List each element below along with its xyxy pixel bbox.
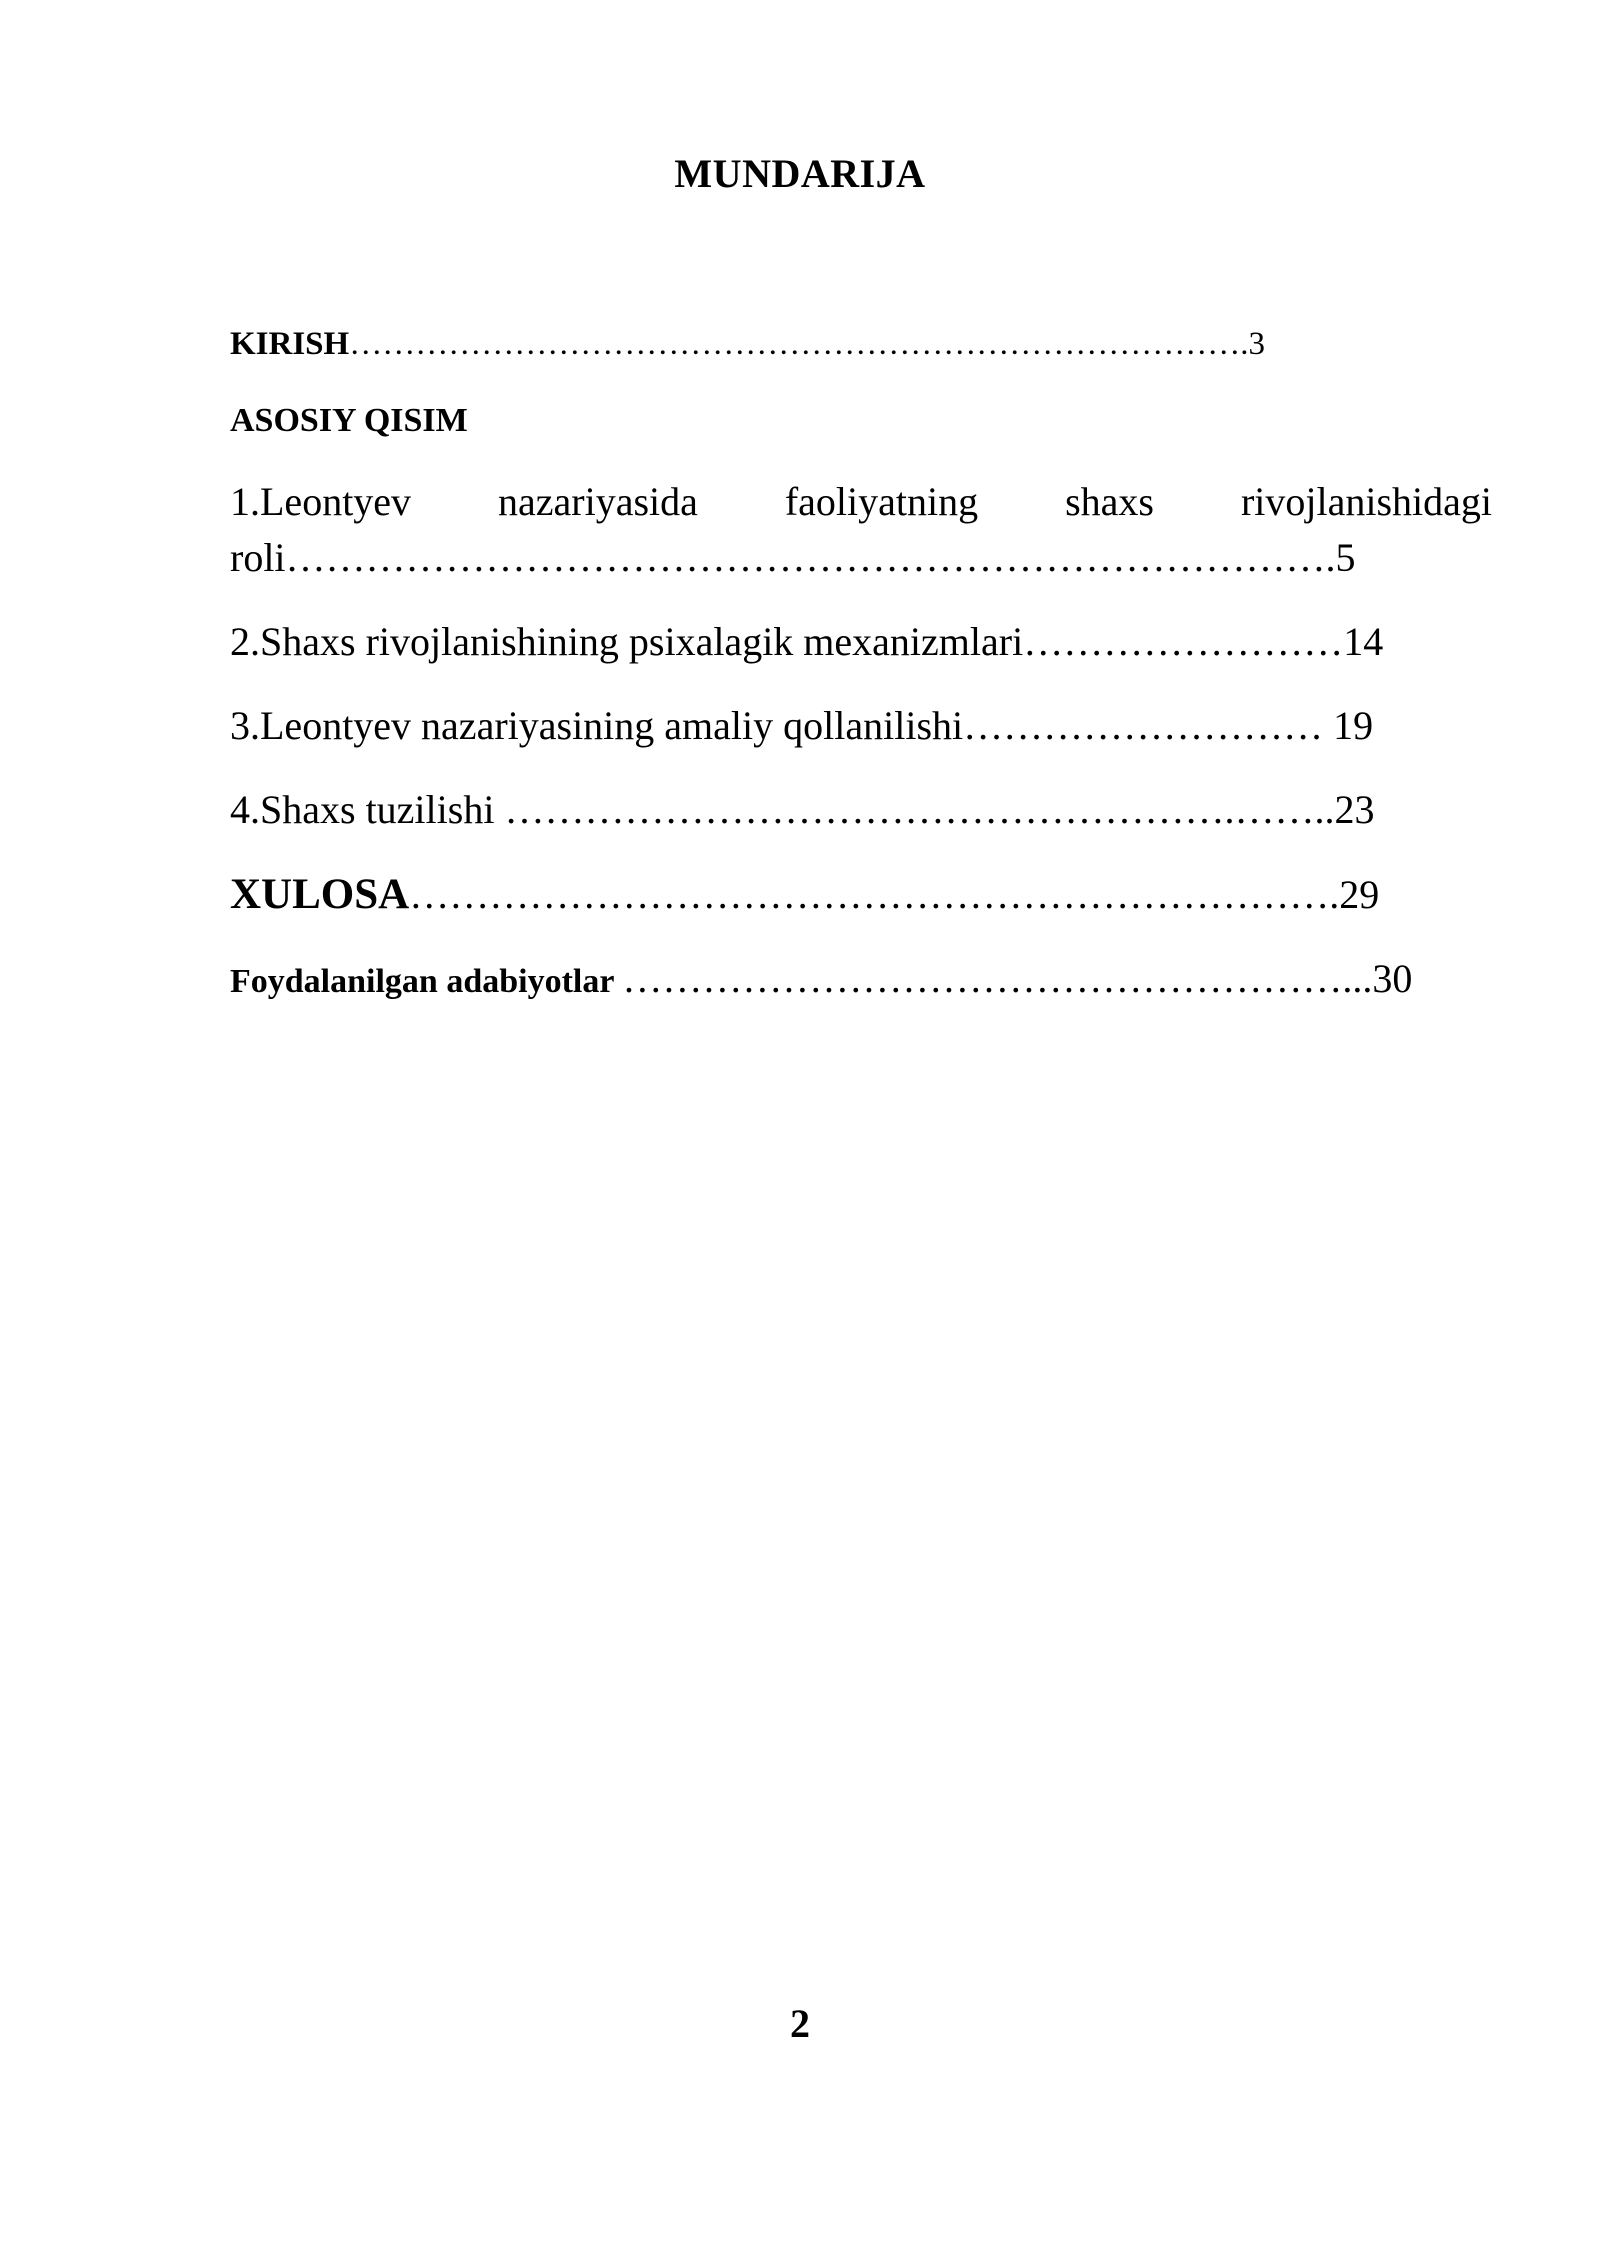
- toc-page-number: 19: [1333, 703, 1374, 748]
- toc-section-heading: ASOSIY QISIM: [230, 402, 468, 439]
- toc-entry-label: 2.Shaxs rivojlanishining psixalagik mexanizmlari: [230, 619, 1024, 664]
- toc-leader: …………………………………………………………………….: [285, 535, 1336, 580]
- toc-entry-references: [230, 955, 1412, 1002]
- toc-leader: ………………………: [963, 703, 1334, 748]
- toc-leader: ………………………………………………...: [622, 956, 1373, 1001]
- toc-entry-1-line-1: [230, 478, 1492, 525]
- toc-page-number: 30: [1372, 956, 1413, 1001]
- toc-entry-label: roli: [230, 535, 286, 580]
- toc-entry-label: 4.Shaxs tuzilishi: [230, 787, 505, 832]
- toc-word: rivojlanishidagi: [1240, 479, 1493, 524]
- toc-leader: ……………………………………………………………………….: [349, 326, 1249, 362]
- toc-entry-1-line-2: [230, 534, 1356, 581]
- toc-page-number: 14: [1343, 619, 1384, 664]
- toc-entry-label: Foydalanilgan adabiyotlar: [230, 963, 623, 1000]
- toc-page-number: 3: [1248, 326, 1265, 362]
- toc-word: nazariyasida: [498, 479, 698, 524]
- toc-entry-2: [230, 618, 1383, 665]
- toc-word: 1.Leontyev: [230, 479, 412, 524]
- toc-entry-4: [230, 786, 1374, 833]
- page-title: MUNDARIJA: [674, 151, 926, 196]
- toc-leader: ……………………………………………….……..: [504, 787, 1335, 832]
- page-number: 2: [790, 2001, 810, 2046]
- toc-entry-label: 3.Leontyev nazariyasining amaliy qollanilishi: [230, 703, 964, 748]
- toc-word: faoliyatning: [784, 479, 979, 524]
- toc-entry-3: [230, 702, 1373, 749]
- toc-entry-xulosa: [230, 870, 1379, 919]
- toc-leader: ……………………: [1023, 619, 1344, 664]
- toc-entry-label: KIRISH: [230, 326, 350, 362]
- toc-page-number: 5: [1335, 535, 1356, 580]
- toc-page-number: 23: [1334, 787, 1375, 832]
- toc-leader: …………………………………………………………….: [409, 872, 1340, 917]
- toc-page-number: 29: [1339, 872, 1380, 917]
- toc-entry-label: XULOSA: [230, 871, 410, 918]
- toc-word: shaxs: [1065, 479, 1154, 524]
- toc-entry-kirish: [230, 326, 1265, 363]
